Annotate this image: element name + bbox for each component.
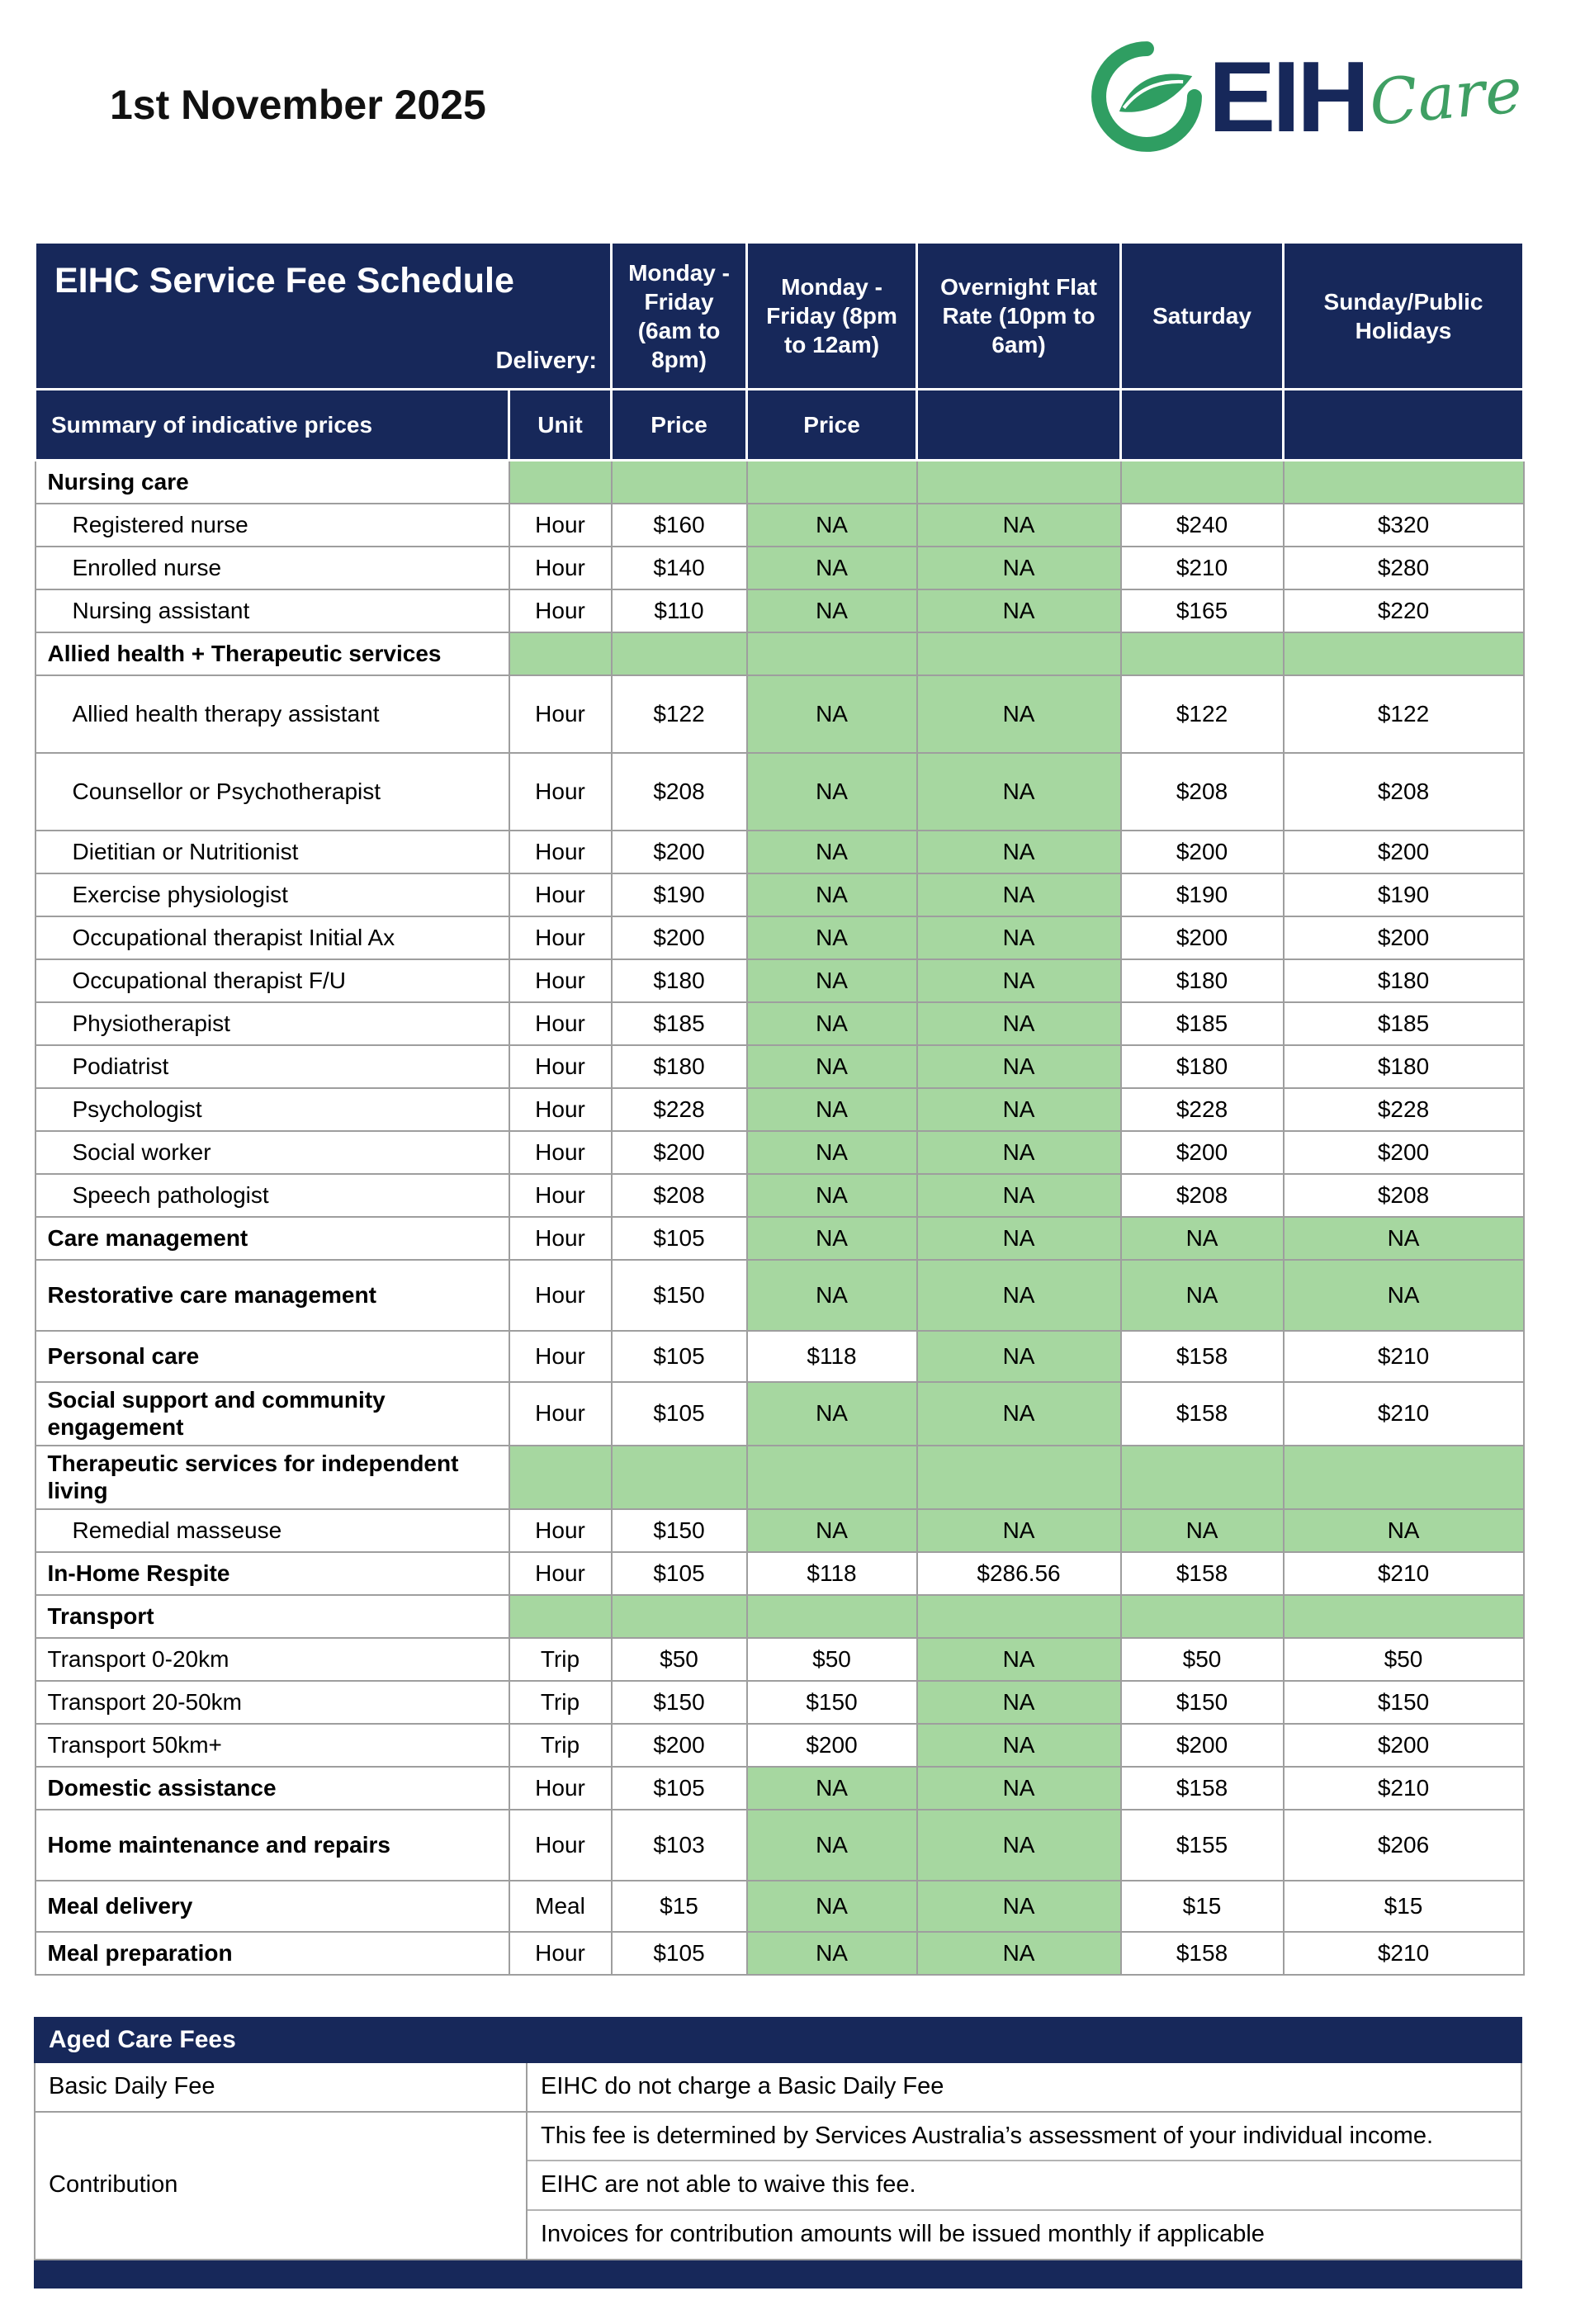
fee-table-header-row — [35, 243, 1524, 390]
price-cell: NA — [1284, 1260, 1524, 1331]
section-row — [35, 1446, 1524, 1509]
price-cell — [747, 632, 917, 675]
price-cell: NA — [917, 1767, 1121, 1810]
price-cell: $158 — [1121, 1932, 1284, 1975]
price-cell: NA — [917, 916, 1121, 959]
price-cell: $320 — [1284, 504, 1524, 547]
price-cell: $280 — [1284, 547, 1524, 589]
service-label: Occupational therapist Initial Ax — [35, 916, 509, 959]
service-label: Home maintenance and repairs — [35, 1810, 509, 1881]
unit-cell: Trip — [509, 1638, 612, 1681]
subheader-empty-saturday — [1121, 390, 1284, 461]
price-cell: NA — [747, 504, 917, 547]
price-cell: $50 — [1121, 1638, 1284, 1681]
price-cell: NA — [747, 753, 917, 831]
section-row — [35, 461, 1524, 504]
price-cell: $210 — [1284, 1382, 1524, 1446]
subheader-price-evening: Price — [747, 390, 917, 461]
price-cell: NA — [917, 1131, 1121, 1174]
eihc-logo-icon — [1090, 40, 1204, 154]
price-cell: $180 — [1121, 959, 1284, 1002]
price-cell: $240 — [1121, 504, 1284, 547]
service-label: Dietitian or Nutritionist — [35, 831, 509, 873]
price-cell: NA — [917, 1810, 1121, 1881]
price-cell — [612, 1595, 747, 1638]
price-cell: $228 — [1121, 1088, 1284, 1131]
price-cell: NA — [747, 589, 917, 632]
price-cell — [1121, 1595, 1284, 1638]
unit-cell: Hour — [509, 959, 612, 1002]
price-cell: $208 — [1121, 1174, 1284, 1217]
price-cell: $150 — [1121, 1681, 1284, 1724]
document-header — [34, 33, 1526, 241]
service-row — [35, 589, 1524, 632]
price-cell: $50 — [1284, 1638, 1524, 1681]
price-cell — [1284, 1595, 1524, 1638]
price-cell — [1121, 632, 1284, 675]
service-row — [35, 1724, 1524, 1767]
price-cell: NA — [747, 1932, 917, 1975]
unit-cell: Hour — [509, 1088, 612, 1131]
service-label: Allied health + Therapeutic services — [35, 632, 509, 675]
price-cell: $150 — [612, 1260, 747, 1331]
unit-cell — [509, 1595, 612, 1638]
delivery-label: Delivery: — [495, 348, 598, 375]
service-label: Counsellor or Psychotherapist — [35, 753, 509, 831]
price-cell: $105 — [612, 1217, 747, 1260]
price-cell: NA — [917, 959, 1121, 1002]
price-cell — [1284, 461, 1524, 504]
price-cell: $158 — [1121, 1552, 1284, 1595]
footer-bar — [34, 2260, 1522, 2289]
price-cell: NA — [747, 831, 917, 873]
price-cell: $200 — [612, 1131, 747, 1174]
price-cell: $105 — [612, 1932, 747, 1975]
price-cell: $185 — [612, 1002, 747, 1045]
service-label: Care management — [35, 1217, 509, 1260]
price-cell: $208 — [1121, 753, 1284, 831]
unit-cell: Hour — [509, 1767, 612, 1810]
service-row — [35, 959, 1524, 1002]
fee-description-line: EIHC do not charge a Basic Daily Fee — [541, 2072, 944, 2099]
service-label: Speech pathologist — [35, 1174, 509, 1217]
price-cell: NA — [747, 1045, 917, 1088]
subheader-empty-overnight — [917, 390, 1121, 461]
subheader-summary-label: Summary of indicative prices — [35, 390, 509, 461]
price-cell: NA — [917, 1260, 1121, 1331]
price-cell: NA — [747, 1810, 917, 1881]
col-header-sunday-public-holidays: Sunday/Public Holidays — [1284, 243, 1524, 390]
fee-table-subheader-row — [35, 390, 1524, 461]
unit-cell: Trip — [509, 1681, 612, 1724]
price-cell — [1121, 1446, 1284, 1509]
price-cell: $200 — [1284, 831, 1524, 873]
service-label: Psychologist — [35, 1088, 509, 1131]
price-cell: NA — [917, 1002, 1121, 1045]
fee-description — [527, 2112, 1521, 2260]
price-cell: NA — [747, 873, 917, 916]
price-cell: $200 — [1121, 1131, 1284, 1174]
price-cell: $15 — [612, 1881, 747, 1932]
price-cell: $210 — [1284, 1767, 1524, 1810]
service-row — [35, 1331, 1524, 1382]
unit-cell: Hour — [509, 589, 612, 632]
price-cell: NA — [747, 1131, 917, 1174]
price-cell: NA — [917, 1681, 1121, 1724]
price-cell: NA — [917, 675, 1121, 753]
eihc-logo — [1090, 40, 1526, 154]
service-label: Occupational therapist F/U — [35, 959, 509, 1002]
section-row — [35, 632, 1524, 675]
unit-cell: Meal — [509, 1881, 612, 1932]
price-cell: NA — [917, 1638, 1121, 1681]
price-cell: $150 — [612, 1509, 747, 1552]
document-date: 1st November 2025 — [110, 82, 486, 128]
price-cell: NA — [917, 831, 1121, 873]
service-row — [35, 1088, 1524, 1131]
price-cell: $206 — [1284, 1810, 1524, 1881]
price-cell: NA — [917, 753, 1121, 831]
unit-cell: Hour — [509, 1382, 612, 1446]
service-label: Transport 20-50km — [35, 1681, 509, 1724]
unit-cell: Hour — [509, 1002, 612, 1045]
unit-cell: Trip — [509, 1724, 612, 1767]
unit-cell: Hour — [509, 831, 612, 873]
service-label: Allied health therapy assistant — [35, 675, 509, 753]
col-header-monday-friday-day: Monday - Friday (6am to 8pm) — [612, 243, 747, 390]
price-cell: $200 — [612, 1724, 747, 1767]
price-cell: $200 — [1284, 1131, 1524, 1174]
price-cell: $118 — [747, 1552, 917, 1595]
service-row — [35, 1681, 1524, 1724]
price-cell: $158 — [1121, 1331, 1284, 1382]
unit-cell: Hour — [509, 1131, 612, 1174]
price-cell — [612, 1446, 747, 1509]
service-row — [35, 1932, 1524, 1975]
price-cell: NA — [747, 1382, 917, 1446]
price-cell: NA — [747, 1088, 917, 1131]
price-cell — [1284, 1446, 1524, 1509]
price-cell: $50 — [747, 1638, 917, 1681]
col-header-overnight-flat-rate: Overnight Flat Rate (10pm to 6am) — [917, 243, 1121, 390]
unit-cell: Hour — [509, 873, 612, 916]
price-cell: $140 — [612, 547, 747, 589]
service-row — [35, 504, 1524, 547]
service-label: Restorative care management — [35, 1260, 509, 1331]
service-label: Transport 50km+ — [35, 1724, 509, 1767]
price-cell — [917, 461, 1121, 504]
price-cell: NA — [747, 1509, 917, 1552]
service-row — [35, 1552, 1524, 1595]
aged-care-row — [35, 2112, 1521, 2260]
price-cell: $158 — [1121, 1767, 1284, 1810]
price-cell: $200 — [747, 1724, 917, 1767]
unit-cell: Hour — [509, 1260, 612, 1331]
price-cell — [747, 1595, 917, 1638]
price-cell: $122 — [1284, 675, 1524, 753]
price-cell: $286.56 — [917, 1552, 1121, 1595]
price-cell: $200 — [1121, 831, 1284, 873]
unit-cell: Hour — [509, 1174, 612, 1217]
price-cell: $15 — [1284, 1881, 1524, 1932]
price-cell: $228 — [612, 1088, 747, 1131]
price-cell: $105 — [612, 1331, 747, 1382]
price-cell: $208 — [612, 1174, 747, 1217]
unit-cell: Hour — [509, 1045, 612, 1088]
price-cell: $220 — [1284, 589, 1524, 632]
unit-cell — [509, 1446, 612, 1509]
price-cell: $110 — [612, 589, 747, 632]
unit-cell: Hour — [509, 1932, 612, 1975]
service-label: Therapeutic services for independent living — [35, 1446, 509, 1509]
service-label: Domestic assistance — [35, 1767, 509, 1810]
subheader-empty-sunday — [1284, 390, 1524, 461]
price-cell: $158 — [1121, 1382, 1284, 1446]
price-cell: NA — [747, 1260, 917, 1331]
service-row — [35, 1131, 1524, 1174]
price-cell — [1284, 632, 1524, 675]
price-cell: $190 — [612, 873, 747, 916]
price-cell: $208 — [1284, 753, 1524, 831]
price-cell: $185 — [1284, 1002, 1524, 1045]
price-cell: NA — [1121, 1217, 1284, 1260]
price-cell: $200 — [1284, 916, 1524, 959]
fee-type-label: Contribution — [35, 2112, 527, 2260]
price-cell: NA — [917, 1045, 1121, 1088]
price-cell — [917, 632, 1121, 675]
col-header-saturday: Saturday — [1121, 243, 1284, 390]
price-cell: $200 — [1121, 1724, 1284, 1767]
price-cell: $228 — [1284, 1088, 1524, 1131]
aged-care-body — [35, 2062, 1521, 2260]
unit-cell — [509, 632, 612, 675]
price-cell: $180 — [612, 1045, 747, 1088]
price-cell: $180 — [612, 959, 747, 1002]
fee-type-label: Basic Daily Fee — [35, 2062, 527, 2112]
aged-care-title: Aged Care Fees — [35, 2018, 1521, 2062]
price-cell: $210 — [1121, 547, 1284, 589]
price-cell: NA — [1121, 1260, 1284, 1331]
price-cell: $105 — [612, 1767, 747, 1810]
price-cell: $200 — [1284, 1724, 1524, 1767]
price-cell: NA — [917, 1382, 1121, 1446]
unit-cell: Hour — [509, 547, 612, 589]
unit-cell: Hour — [509, 753, 612, 831]
price-cell: $180 — [1121, 1045, 1284, 1088]
price-cell: $208 — [1284, 1174, 1524, 1217]
price-cell: $200 — [612, 916, 747, 959]
price-cell: NA — [917, 1509, 1121, 1552]
price-cell: NA — [747, 1881, 917, 1932]
price-cell: NA — [1284, 1509, 1524, 1552]
price-cell: NA — [747, 959, 917, 1002]
col-header-monday-friday-evening: Monday - Friday (8pm to 12am) — [747, 243, 917, 390]
price-cell: $160 — [612, 504, 747, 547]
price-cell: NA — [1121, 1509, 1284, 1552]
service-label: Remedial masseuse — [35, 1509, 509, 1552]
service-label: Social worker — [35, 1131, 509, 1174]
price-cell: $118 — [747, 1331, 917, 1382]
price-cell: $190 — [1284, 873, 1524, 916]
unit-cell — [509, 461, 612, 504]
price-cell: NA — [747, 1217, 917, 1260]
unit-cell: Hour — [509, 916, 612, 959]
unit-cell: Hour — [509, 1331, 612, 1382]
price-cell: NA — [747, 1174, 917, 1217]
price-cell: NA — [1284, 1217, 1524, 1260]
logo-wordmark: EIH — [1208, 40, 1367, 153]
service-label: Meal preparation — [35, 1932, 509, 1975]
price-cell: NA — [917, 1932, 1121, 1975]
section-row — [35, 1595, 1524, 1638]
service-row — [35, 753, 1524, 831]
price-cell: NA — [917, 1088, 1121, 1131]
unit-cell: Hour — [509, 1217, 612, 1260]
price-cell: $122 — [1121, 675, 1284, 753]
price-cell: NA — [917, 1174, 1121, 1217]
price-cell: $208 — [612, 753, 747, 831]
price-cell: NA — [747, 916, 917, 959]
service-row — [35, 675, 1524, 753]
service-row — [35, 916, 1524, 959]
price-cell — [612, 461, 747, 504]
service-label: Exercise physiologist — [35, 873, 509, 916]
aged-care-header-row — [35, 2018, 1521, 2062]
unit-cell: Hour — [509, 1810, 612, 1881]
service-label: Physiotherapist — [35, 1002, 509, 1045]
service-label: In-Home Respite — [35, 1552, 509, 1595]
service-label: Podiatrist — [35, 1045, 509, 1088]
service-label: Personal care — [35, 1331, 509, 1382]
price-cell — [612, 632, 747, 675]
service-label: Social support and community engagement — [35, 1382, 509, 1446]
price-cell: $155 — [1121, 1810, 1284, 1881]
service-row — [35, 1217, 1524, 1260]
service-row — [35, 1638, 1524, 1681]
unit-cell: Hour — [509, 504, 612, 547]
price-cell: $190 — [1121, 873, 1284, 916]
price-cell: $103 — [612, 1810, 747, 1881]
price-cell: $180 — [1284, 959, 1524, 1002]
service-row — [35, 1382, 1524, 1446]
price-cell: NA — [747, 1002, 917, 1045]
price-cell: $150 — [612, 1681, 747, 1724]
price-cell: NA — [747, 675, 917, 753]
fee-description-line: This fee is determined by Services Australia’s assessment of your individual income. — [541, 2122, 1434, 2149]
price-cell — [747, 461, 917, 504]
unit-cell: Hour — [509, 1509, 612, 1552]
price-cell: NA — [917, 1217, 1121, 1260]
subheader-price-day: Price — [612, 390, 747, 461]
service-label: Enrolled nurse — [35, 547, 509, 589]
subheader-unit: Unit — [509, 390, 612, 461]
price-cell: $210 — [1284, 1552, 1524, 1595]
fee-description-line: Invoices for contribution amounts will be issued monthly if applicable — [528, 2209, 1521, 2259]
service-row — [35, 1767, 1524, 1810]
price-cell: $210 — [1284, 1932, 1524, 1975]
price-cell: $150 — [1284, 1681, 1524, 1724]
fee-table-title-cell — [35, 243, 612, 390]
service-label: Nursing care — [35, 461, 509, 504]
price-cell: $15 — [1121, 1881, 1284, 1932]
service-label: Registered nurse — [35, 504, 509, 547]
price-cell: NA — [917, 504, 1121, 547]
price-cell: NA — [917, 589, 1121, 632]
fee-table-title: EIHC Service Fee Schedule — [54, 260, 514, 301]
fee-schedule-table — [34, 241, 1525, 1976]
price-cell: NA — [917, 1881, 1121, 1932]
service-label: Transport — [35, 1595, 509, 1638]
service-row — [35, 1174, 1524, 1217]
fee-description — [527, 2062, 1521, 2112]
unit-cell: Hour — [509, 1552, 612, 1595]
price-cell: $105 — [612, 1382, 747, 1446]
price-cell: $200 — [612, 831, 747, 873]
service-row — [35, 831, 1524, 873]
fee-table-body — [35, 461, 1524, 1975]
price-cell: $210 — [1284, 1331, 1524, 1382]
price-cell — [917, 1446, 1121, 1509]
service-row — [35, 1810, 1524, 1881]
price-cell: $105 — [612, 1552, 747, 1595]
service-row — [35, 1509, 1524, 1552]
service-row — [35, 1045, 1524, 1088]
unit-cell: Hour — [509, 675, 612, 753]
price-cell: $200 — [1121, 916, 1284, 959]
price-cell: NA — [747, 1767, 917, 1810]
price-cell — [1121, 461, 1284, 504]
price-cell: $165 — [1121, 589, 1284, 632]
logo-care-script: Care — [1366, 53, 1526, 140]
price-cell: $50 — [612, 1638, 747, 1681]
fee-description-line: EIHC are not able to waive this fee. — [528, 2160, 1521, 2209]
service-row — [35, 547, 1524, 589]
price-cell: NA — [917, 873, 1121, 916]
price-cell: $122 — [612, 675, 747, 753]
service-label: Transport 0-20km — [35, 1638, 509, 1681]
aged-care-row — [35, 2062, 1521, 2112]
price-cell: $150 — [747, 1681, 917, 1724]
price-cell: NA — [917, 1724, 1121, 1767]
service-row — [35, 1881, 1524, 1932]
price-cell — [917, 1595, 1121, 1638]
price-cell: $185 — [1121, 1002, 1284, 1045]
service-label: Meal delivery — [35, 1881, 509, 1932]
aged-care-table — [34, 2017, 1522, 2260]
price-cell: NA — [747, 547, 917, 589]
price-cell: $180 — [1284, 1045, 1524, 1088]
service-label: Nursing assistant — [35, 589, 509, 632]
price-cell — [747, 1446, 917, 1509]
service-row — [35, 1002, 1524, 1045]
price-cell: NA — [917, 547, 1121, 589]
service-row — [35, 873, 1524, 916]
service-row — [35, 1260, 1524, 1331]
price-cell: NA — [917, 1331, 1121, 1382]
